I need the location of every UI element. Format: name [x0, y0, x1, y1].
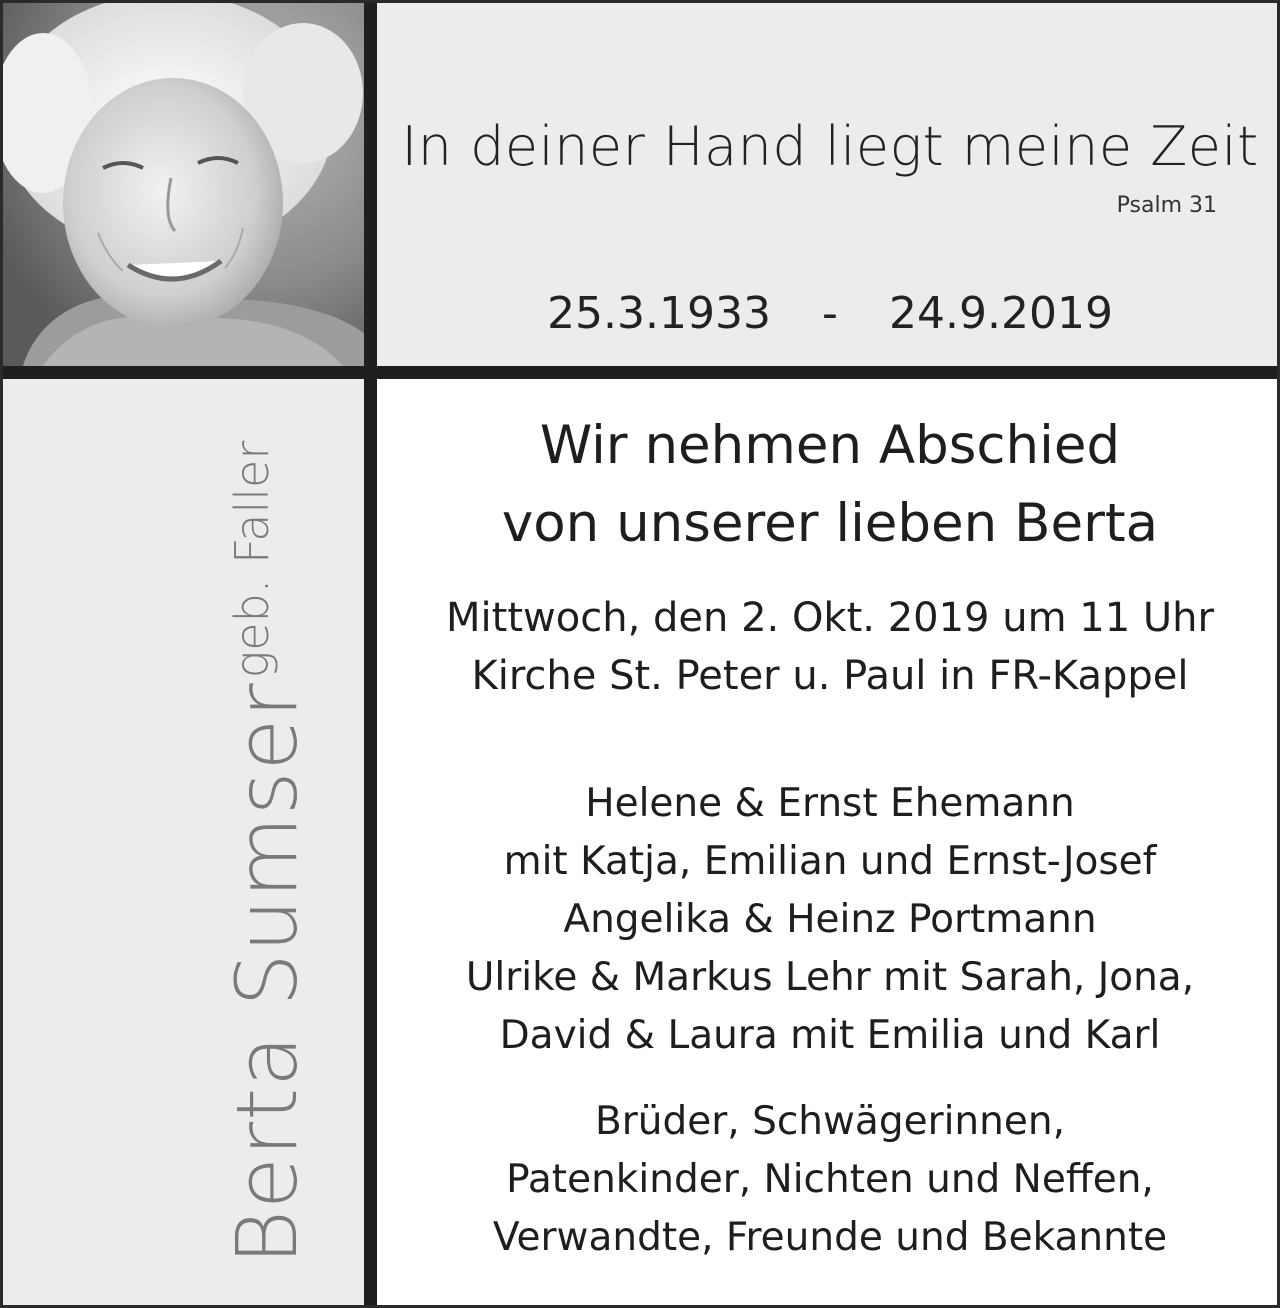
family-list: [377, 775, 1280, 1065]
deceased-name-vertical: [218, 441, 316, 1265]
header-panel: [377, 3, 1280, 366]
family-line: Angelika & Heinz Portmann: [563, 897, 1097, 942]
relatives-list: [377, 1093, 1280, 1267]
heading-line: Wir nehmen Abschied: [539, 415, 1121, 476]
family-line: Ulrike & Markus Lehr mit Sarah, Jona,: [465, 955, 1195, 1000]
service-details: [377, 589, 1280, 705]
relatives-line: Brüder, Schwägerinnen,: [595, 1099, 1065, 1144]
relatives-line: Verwandte, Freunde und Bekannte: [492, 1215, 1168, 1260]
portrait-photo-icon: [3, 3, 364, 366]
service-line: Kirche St. Peter u. Paul in FR-Kappel: [471, 653, 1189, 699]
maiden-name: geb. Faller: [225, 440, 279, 679]
motto-source: Psalm 31: [1116, 193, 1217, 218]
relatives-line: Patenkinder, Nichten und Neffen,: [506, 1157, 1154, 1202]
deceased-name: Berta Sumser: [218, 682, 316, 1265]
birth-date: 25.3.1933: [547, 288, 771, 339]
family-line: Helene & Ernst Ehemann: [585, 781, 1075, 826]
family-line: mit Katja, Emilian und Ernst-Josef: [503, 839, 1157, 884]
vertical-divider: [364, 3, 377, 1308]
portrait-photo: [3, 3, 364, 366]
service-line: Mittwoch, den 2. Okt. 2019 um 11 Uhr: [446, 595, 1214, 641]
motto-text: In deiner Hand liegt meine Zeit: [401, 115, 1259, 178]
death-date: 24.9.2019: [889, 288, 1113, 339]
horizontal-divider: [3, 366, 1280, 379]
main-text-panel: [377, 379, 1280, 1308]
family-line: David & Laura mit Emilia und Karl: [499, 1013, 1161, 1058]
date-separator: -: [822, 288, 838, 339]
heading-line: von unserer lieben Berta: [501, 493, 1159, 554]
farewell-heading: [377, 407, 1280, 563]
life-dates: [377, 288, 1280, 339]
